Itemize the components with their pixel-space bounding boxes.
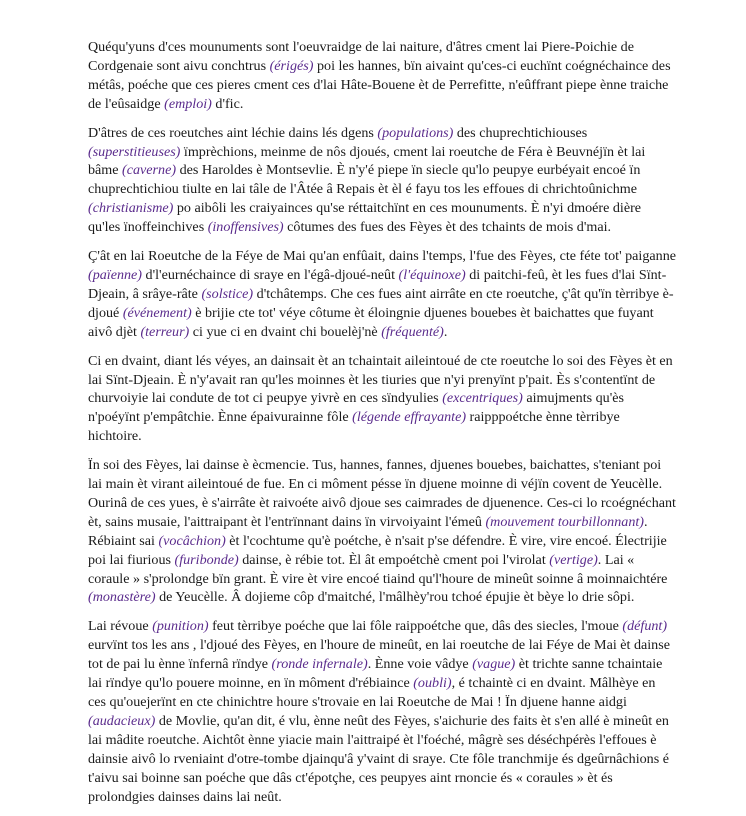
text-run: poi les hannes, bïn aivaint qu'ces-ci euchïnt coégnéchaince des métâs, poéche que ces pieres cment ces d'lai Hâte-Bouene èt de Perrefitte, n'eûffrant piepe ènne traiche de l'eûsaidge bbox=[88, 57, 671, 112]
text-run: d'l'eurnéchaince di sraye en l'égâ-djoué-neût bbox=[142, 266, 399, 283]
text-run: po aibôli les craiyainces qu'se réttaitchïnt en ces mounuments. È n'yi dmoére dière qu'les ïnoffeinchives bbox=[88, 200, 642, 236]
text-run: . Lai « coraule » s'prolondge bïn grant. È vire èt vire encoé tiaind qu'l'houre de mineût soinne â moinnaichtére bbox=[88, 551, 668, 587]
gloss-text: (vocâchion) bbox=[158, 532, 226, 549]
gloss-text: (inoffensives) bbox=[207, 219, 284, 236]
text-run: côtumes des fues des Fèyes èt des tchaints de mois d'mai. bbox=[283, 219, 612, 236]
text-run: , é tchaintè ci en dvaint. Mâlhèye en ces qu'ouejerïnt en cte chinichtre houre s'trovaie en lai Roeutche de Mai ! Ïn djuene hanne aidgi bbox=[88, 675, 656, 710]
text-run: des Haroldes è Montsevlie. È n'y'é piepe ïn siecle qu'lo peupye eurbéyait encoé ïn chuprechtichiou tiulte en lai tâle de l'Âtée â Repais èt èl é fayu tos les effoues di chrichtoûnichme bbox=[88, 162, 641, 198]
gloss-text: (emploi) bbox=[164, 95, 212, 112]
gloss-text: (audacieux) bbox=[88, 712, 156, 729]
gloss-text: (l'équinoxe) bbox=[398, 266, 466, 283]
text-run: feut tèrribye poéche que lai fôle raippoétche que, dâs des siecles, l'moue bbox=[208, 618, 623, 635]
text-run: è brijie cte tot' véye côtume èt éloingnie djuenes bouebes èt baichattes que fuyant aivô djèt bbox=[88, 304, 654, 340]
gloss-text: (furibonde) bbox=[174, 551, 239, 568]
text-run: èt l'cochtume qu'è poétche, è n'sait p'se défendre. È vire, vire encoé. Électrijie poi lai fiurious bbox=[88, 532, 667, 568]
text-run: d'fic. bbox=[211, 95, 244, 112]
text-run: ïmprèchions, meinme de nôs djoués, cment lai roeutche de Féra è Beuvnéjïn èt lai bâme bbox=[88, 143, 646, 179]
paragraph bbox=[88, 456, 676, 607]
text-run: eurvïnt tos les ans , l'djoué des Fèyes, en l'houre de mineût, en lai roeutche de lai Féye de Mai èt dainse tot de pai lu ènne ïnfernâ rïndye bbox=[88, 637, 670, 673]
gloss-text: (érigés) bbox=[269, 57, 314, 74]
paragraph bbox=[88, 124, 676, 237]
gloss-text: (ronde infernale) bbox=[271, 656, 368, 673]
text-run: Lai révoue bbox=[88, 618, 153, 635]
gloss-text: (païenne) bbox=[88, 266, 143, 283]
text-run: raipppoétche ènne tèrribye hichtoire. bbox=[88, 409, 620, 445]
gloss-text: (monastère) bbox=[88, 589, 156, 606]
text-run: . Rébiaint sai bbox=[88, 513, 648, 549]
gloss-text: (terreur) bbox=[140, 323, 190, 340]
text-run: Quéqu'yuns d'ces mounuments sont l'oeuvraidge de lai naiture, d'âtres cment lai Piere-Poichie de Cordgenaie sont aivu conchtrus bbox=[88, 39, 634, 74]
text-run: dainse, è rébie tot. Èl ât empoétchè cment poi l'virolat bbox=[238, 551, 550, 568]
gloss-text: (solstice) bbox=[201, 285, 254, 302]
gloss-text: (fréquenté) bbox=[381, 323, 444, 340]
gloss-text: (oubli) bbox=[413, 675, 452, 692]
text-run: de Movlie, qu'an dit, é vlu, ènne neût des Fèyes, s'aichurie des faits èt s'en allé è mineût en lai mâdite roeutche. Aichtôt ènne yiacie main l'aittraipé èt l'foéché, mâgrè ses déséchpérès l'effoues è dainsie aivô lo rveniaint d'otre-tombe djainqu'â y'vaint di sraye. Cte fôle tranchmije és dgeûrnâchions é t'aivu sai boinne san poéche que dâs ct'épotçhe, ces peupyes aint rnoncie és « coraules » èt és prolondgies dainses dains lai neût. bbox=[88, 712, 669, 805]
gloss-text: (superstitieuses) bbox=[88, 143, 181, 160]
paragraph bbox=[88, 247, 676, 342]
text-run: . bbox=[443, 323, 448, 340]
gloss-text: (vague) bbox=[472, 656, 516, 673]
text-run: d'tchâtemps. Che ces fues aint airrâte en cte roeutche, ç'ât qu'ïn tèrribye è-djoué bbox=[88, 285, 674, 321]
gloss-text: (vertige) bbox=[549, 551, 598, 568]
gloss-text: (mouvement tourbillonnant) bbox=[485, 513, 644, 530]
paragraph bbox=[88, 38, 676, 114]
text-run: Ïn soi des Fèyes, lai dainse è ècmencie. Tus, hannes, fannes, djuenes bouebes, baichattes, s'teniant poi lai main èt virant aileintoué de fue. En ci môment pésse ïn djuene moinne di véjïn covent de Yeucèlle. Ourinâ de ces yues, è s'airrâte èt raivoéte aivô djoue ses caimrades de djuenence. Ces-ci lo rcoégnéchant èt, sains musaie, l'aittraipant èt l'entrïnnant dains ïn virvoiyaint l'émeû bbox=[88, 457, 676, 530]
paragraph bbox=[88, 352, 676, 447]
text-run: Ci en dvaint, diant lés véyes, an dainsait èt an tchaintait aileintoué de cte roeutche lo soi des Fèyes èt en lai Sïnt-Djeain. È n'y'avait ran qu'les moinnes èt les tiuries que n'yi prenyïnt p'pait. Ès s'contentïnt de churvoiyie lai condute de tot ci peupye yivrè en ces sïndyulies bbox=[88, 352, 673, 407]
text-run: . Ènne voie vâdye bbox=[367, 656, 473, 673]
text-run: ci yue ci en dvaint chi bouelèj'nè bbox=[189, 323, 382, 340]
text-run: de Yeucèlle. Â dojieme côp d'maitché, l'mâlhèy'rou tchoé épujie èt bèye lo drie sôpi. bbox=[155, 589, 635, 606]
text-run: des chuprechtichiouses bbox=[453, 124, 588, 141]
gloss-text: (punition) bbox=[152, 618, 209, 635]
gloss-text: (populations) bbox=[377, 124, 454, 141]
text-run: di paitchi-feû, èt les fues d'lai Sïnt-Djeain, â srâye-râte bbox=[88, 266, 667, 302]
gloss-text: (légende effrayante) bbox=[352, 409, 467, 426]
text-run: D'âtres de ces roeutches aint léchie dains lés dgens bbox=[88, 124, 378, 141]
document-body bbox=[88, 38, 676, 816]
text-run: Ç'ât en lai Roeutche de la Féye de Mai qu'an enfûait, dains l'temps, l'fue des Fèyes, cte féte tot' paiganne bbox=[88, 248, 677, 265]
gloss-text: (événement) bbox=[122, 304, 192, 321]
gloss-text: (défunt) bbox=[622, 618, 668, 635]
paragraph bbox=[88, 617, 676, 806]
text-run: aimujments qu'ès n'poéyïnt p'empâtchie. Ènne épaivurainne fôle bbox=[88, 390, 624, 426]
gloss-text: (excentriques) bbox=[442, 390, 523, 407]
gloss-text: (caverne) bbox=[122, 162, 177, 179]
text-run: èt trichte sanne tchaintaie lai rïndye qu'lo pouere moinne, en ïn môment d'rébiaince bbox=[88, 656, 663, 692]
gloss-text: (christianisme) bbox=[88, 200, 174, 217]
